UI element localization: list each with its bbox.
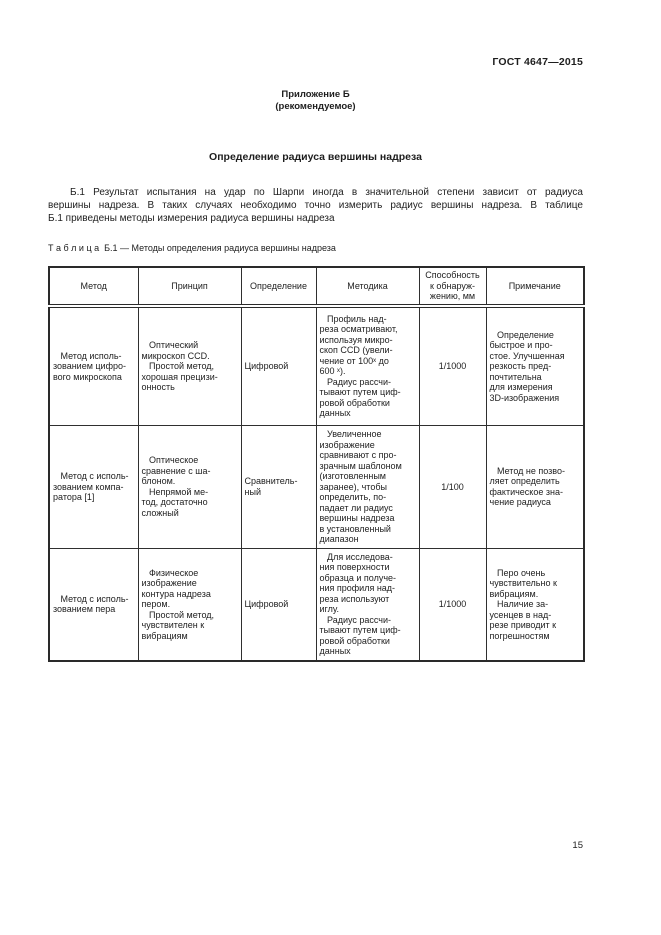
cell-method: Метод с исполь- зованием компа- ратора [1] <box>49 426 138 549</box>
table-caption: Т а б л и ц а Б.1 — Методы определения радиуса вершины надреза <box>48 243 336 253</box>
column-header-principle: Принцип <box>138 267 241 306</box>
cell-principle: Оптический микроскоп CCD. Простой метод, хорошая прецизи- онность <box>138 306 241 426</box>
cell-technique: Увеличенное изображение сравнивают с про- зрачным шаблоном (изготовленным заранее), чтобы определить, по- падает ли радиус вершины надреза в установленный диапазон <box>316 426 419 549</box>
doc-number: ГОСТ 4647—2015 <box>492 56 583 68</box>
cell-detection-capability: 1/100 <box>419 426 486 549</box>
body-paragraph <box>48 186 583 225</box>
paragraph-line: Б.1 Результат испытания на удар по Шарпи иногда в значительной степени зависит от радиуса <box>70 187 583 198</box>
cell-determination: Цифровой <box>241 306 316 426</box>
cell-method: Метод исполь- зованием цифро- вого микроскопа <box>49 306 138 426</box>
appendix-subtitle: (рекомендуемое) <box>275 101 356 112</box>
table-row-comparator <box>49 426 584 549</box>
cell-principle: Физическое изображение контура надреза пером. Простой метод, чувствителен к вибрациям <box>138 548 241 661</box>
column-header-detection-capability: Способность к обнаруж- жению, мм <box>419 267 486 306</box>
cell-determination: Цифровой <box>241 548 316 661</box>
column-header-method: Метод <box>49 267 138 306</box>
cell-determination: Сравнитель- ный <box>241 426 316 549</box>
column-header-determination: Определение <box>241 267 316 306</box>
column-header-technique: Методика <box>316 267 419 306</box>
cell-principle: Оптическое сравнение с ша- блоном. Непрямой ме- тод, достаточно сложный <box>138 426 241 549</box>
cell-technique: Для исследова- ния поверхности образца и получе- ния профиля над- реза используют иглу. Радиус рассчи- тывают путем циф- ровой обработки данных <box>316 548 419 661</box>
cell-note: Метод не позво- ляет определить фактическое зна- чение радиуса <box>486 426 584 549</box>
cell-note: Перо очень чувствительно к вибрациям. Наличие за- усенцев в над- резе приводит к погрешностям <box>486 548 584 661</box>
cell-note: Определение быстрое и про- стое. Улучшенная резкость пред- почтительна для измерения 3D-изображения <box>486 306 584 426</box>
table-body <box>49 306 584 662</box>
table-header-row <box>49 267 584 306</box>
cell-technique: Профиль над- реза осматривают, используя микро- скоп CCD (увели- чение от 100ˣ до 600 ˣ). Радиус рассчи- тывают путем циф- ровой обработки данных <box>316 306 419 426</box>
paragraph-line: вершины надреза. В таких случаях необходимо точно измерить радиус вершины надреза. В таблице <box>48 200 583 211</box>
table-header <box>49 267 584 306</box>
appendix-heading <box>48 89 583 113</box>
methods-table <box>48 266 585 662</box>
cell-detection-capability: 1/1000 <box>419 548 486 661</box>
appendix-title: Приложение Б <box>281 89 350 100</box>
table-row-stylus <box>49 548 584 661</box>
table-row-digital-microscope <box>49 306 584 426</box>
paragraph-line: Б.1 приведены методы измерения радиуса вершины надреза <box>48 213 335 224</box>
cell-method: Метод с исполь- зованием пера <box>49 548 138 661</box>
page-number: 15 <box>572 840 583 851</box>
cell-detection-capability: 1/1000 <box>419 306 486 426</box>
column-header-note: Примечание <box>486 267 584 306</box>
section-title: Определение радиуса вершины надреза <box>209 151 422 163</box>
